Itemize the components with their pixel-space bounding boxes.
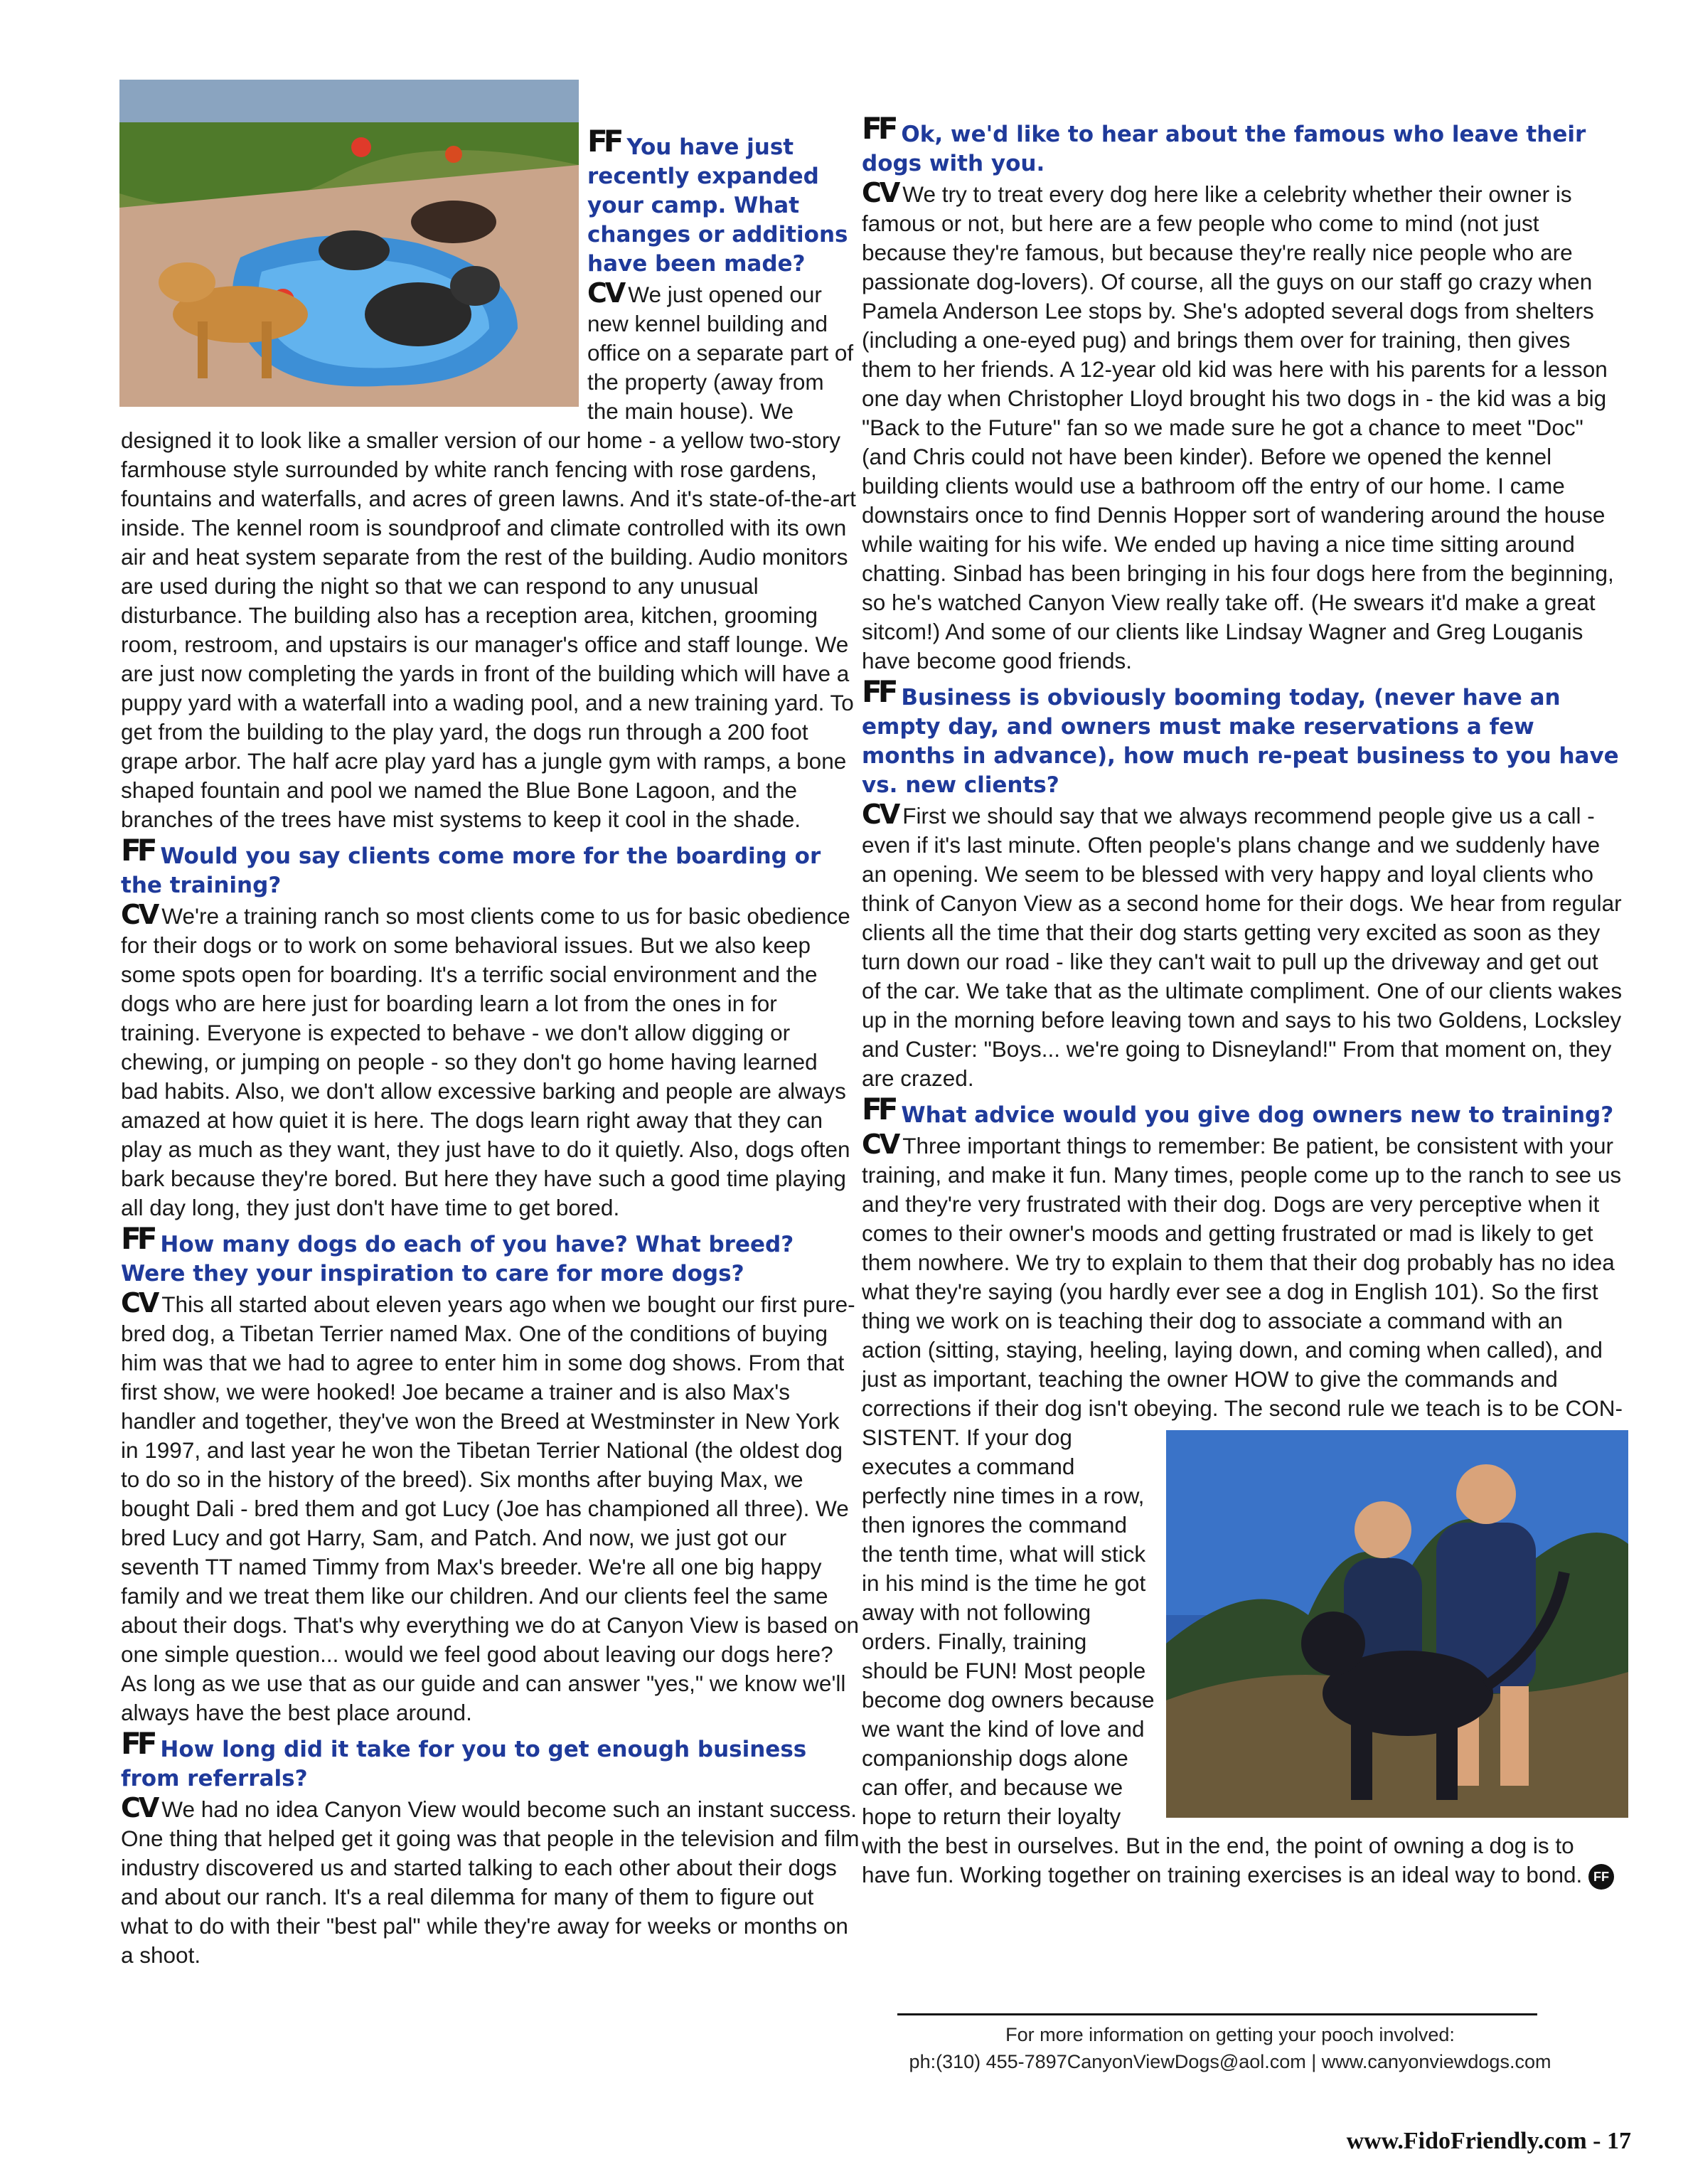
answer: CV We just opened our new kennel building and office on a separate part of the property (away from the main house). We designed it to look like a smaller version of our home - a yellow two-story farmhouse style surrounded by white ranch fencing with rose gardens, fountains and waterfalls, and acres of green lawns. And it's state-of-the-art inside. The kennel room is soundproof and climate controlled with its own air and heat system separate from the rest of the building. Audio monitors are used during the night so that we can respond to any unusual disturbance. The building also has a reception area, kitchen, grooming room, restroom, and upstairs is our manager's office and staff lounge. We are just now completing the yards in front of the building which will have a puppy yard with a waterfall into a wading pool, and a new training yard. To get from the building to the play yard, the dogs run through a 200 foot grape arbor. The half acre play yard has a jungle gym with ramps, a bone shaped fountain and pool we named the Blue Bone Lagoon, and the branches of the trees have mist systems to keep it cool in the shade. (121, 277, 856, 832)
cv-marker: CV (121, 1792, 158, 1823)
footer-info-line1: For more information on getting your pooch involved: (1005, 2024, 1455, 2045)
ff-marker: FF (121, 1221, 154, 1256)
page-footer: www.FidoFriendly.com - 17 (1346, 2128, 1631, 2154)
owners-with-dog-photo (1166, 1430, 1628, 1818)
cv-marker: CV (862, 177, 899, 208)
ff-marker: FF (121, 833, 154, 868)
question: FF You have just recently expanded your camp. What changes or additions have been made? (587, 124, 848, 277)
left-column (121, 80, 860, 1974)
question: FF Business is obviously booming today, (never have an empty day, and owners must make reservations a few months in advance), how much re-peat business to you have vs. new clients? (862, 674, 1619, 798)
answer: CV First we should say that we always recommend people give us a call - even if it's last minute. Often people's plans change and we suddenly have an opening. We seem to be blessed with very happy and loyal clients who think of Canyon View as a second home for their dogs. We hear from regular clients all the time that their dog starts getting very excited as soon as they turn down our road - like they can't wait to pull up the driveway and get out of the car. We take that as the ultimate compliment. One of our clients wakes up in the morning before leaving town and says to his two Goldens, Locksley and Custer: "Boys... we're going to Disneyland!" From that moment on, they are crazed. (862, 799, 1623, 1091)
end-mark-icon: FF (1588, 1864, 1614, 1890)
question: FF Ok, we'd like to hear about the famous who leave their dogs with you. (862, 111, 1586, 176)
answer: CV Three important things to remember: Be patient, be consistent with your training, and make it fun. Many times, people come up to the ranch to see us and they're very frustrated with their dog. Dogs are very perceptive when it comes to their owner's moods and getting frustrated or mad is likely to get them nowhere. We try to explain to them that their dog probably has no idea what they're saying (you hardly ever see a dog in English 101). So the first thing we work on is teaching their dog to associate a command with an action (sitting, staying, heeling, laying down, and coming when called), and just as important, teaching the owner HOW to give the commands and corrections if their dog isn't obeying. The second rule we teach is to be CON-SISTENT. If your dog executes a command perfectly nine times in a row, then ignores the command the tenth time, what will stick in his mind is the time he got away with not following orders. Finally, training should be FUN! Most people become dog owners because we want the kind of love and companionship dogs alone can offer, and because we hope to return their loyalty with the best in ourselves. But in the end, the point of owning a dog is to have fun. Working together on training exercises is an ideal way to bond. FF (862, 1130, 1623, 1890)
qa-block (862, 80, 1623, 676)
ff-marker: FF (862, 674, 894, 709)
cv-marker: CV (587, 277, 624, 309)
qa-block (862, 1092, 1623, 1890)
question: FF Would you say clients come more for the boarding or the training? (121, 833, 821, 898)
qa-block (121, 833, 860, 1222)
question: FF How many dogs do each of you have? What breed? Were they your inspiration to care for more dogs? (121, 1221, 794, 1287)
ff-marker: FF (862, 1092, 894, 1126)
ff-marker: FF (862, 111, 894, 146)
answer: CV We had no idea Canyon View would become such an instant success. One thing that helped get it going was that people in the television and film industry discovered us and started talking to each other about their dogs and about our ranch. It's a real dilemma for many of them to figure out what to do with their "best pal" while they're away for weeks or months on a shoot. (121, 1792, 860, 1968)
ff-marker: FF (121, 1726, 154, 1761)
ff-marker: FF (587, 124, 620, 159)
footer-divider (897, 2013, 1537, 2015)
question: FF What advice would you give dog owners new to training? (862, 1092, 1614, 1128)
qa-block (862, 674, 1623, 1093)
qa-block (121, 1221, 860, 1727)
cv-marker: CV (121, 899, 158, 930)
cv-marker: CV (862, 799, 899, 830)
right-column (862, 80, 1623, 1894)
dogs-pool-photo (119, 80, 579, 407)
cv-marker: CV (862, 1129, 899, 1160)
footer-info-line2: ph:(310) 455-7897CanyonViewDogs@aol.com | www.canyonviewdogs.com (909, 2051, 1551, 2072)
answer: CV We're a training ranch so most clients come to us for basic obedience for their dogs or to work on some behavioral issues. But we also keep some spots open for boarding. It's a terrific social environment and the dogs who are here just for boarding learn a lot from the ones in for training. Everyone is expected to behave - we don't allow digging or chewing, or jumping on people - so they don't go home having learned bad habits. Also, we don't allow excessive barking and people are always amazed at how quiet it is here. The dogs learn right away that they can play as much as they want, they just have to do it quietly. Also, dogs often bark because they're bored. But here they have such a good time playing all day long, they just don't have time to get bored. (121, 899, 850, 1220)
qa-block (121, 1726, 860, 1970)
cv-marker: CV (121, 1287, 158, 1319)
answer: CV We try to treat every dog here like a celebrity whether their owner is famous or not, but here are a few people who come to mind (not just because they're famous, but because they're really nice people who are passionate dog-lovers). Of course, all the guys on our staff go crazy when Pamela Anderson Lee stops by. She's adopted several dogs from shelters (including a one-eyed pug) and brings them over for training, then gives them to her friends. A 12-year old kid was here with his parents for a lesson one day when Christopher Lloyd brought his two dogs in - the kid was a big "Back to the Future" fan so we made sure he got a chance to meet "Doc" (and Chris could not have been kinder). Before we opened the kennel building clients would use a bathroom off the entry of our home. I came downstairs once to find Dennis Hopper sort of wandering around the house while waiting for his wife. We ended up having a nice time sitting around chatting. Sinbad has been bringing in his four dogs here from the beginning, so he's watched Canyon View really take off. (He swears it'd make a great sitcom!) And some of our clients like Lindsay Wagner and Greg Louganis have become good friends. (862, 177, 1614, 673)
footer-contact-info (882, 2021, 1579, 2075)
question: FF How long did it take for you to get enough business from referrals? (121, 1726, 807, 1791)
answer: CV This all started about eleven years ago when we bought our first pure-bred dog, a Tibetan Terrier named Max. One of the conditions of buying him was that we had to agree to enter him in some dog shows. From that first show, we were hooked! Joe became a trainer and is also Max's handler and together, they've won the Breed at Westminster in New York in 1997, and last year he won the Tibetan Terrier National (the oldest dog to do so in the history of the breed). Six months after buying Max, we bought Dali - bred them and got Lucy (Joe has championed all three). We bred Lucy and got Harry, Sam, and Patch. And now, we just got our seventh TT named Timmy from Max's breeder. We're all one big happy family and we treat them like our children. And our clients feel the same about their dogs. That's why everything we do at Canyon View is based on one simple question... would we feel good about leaving our dogs here? As long as we use that as our guide and can answer "yes," we know we'll always have the best place around. (121, 1287, 859, 1725)
